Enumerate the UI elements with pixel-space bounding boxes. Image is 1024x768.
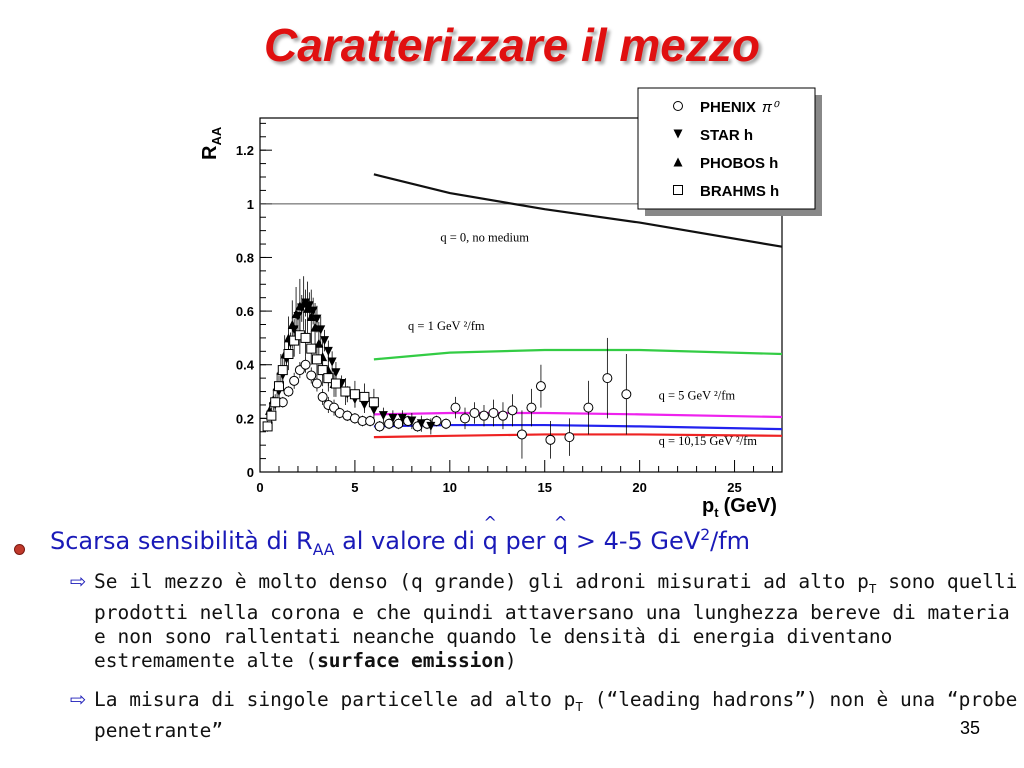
bullet-subscript: AA	[312, 540, 335, 559]
data-point	[527, 403, 536, 412]
x-tick-label: 25	[727, 480, 742, 495]
data-point	[546, 435, 555, 444]
right-arrow-icon: ⇨	[70, 570, 87, 593]
y-axis-label: $R_{AA}$	[199, 126, 224, 160]
data-point	[366, 417, 375, 426]
curve-label: q = 10,15 GeV ²/fm	[658, 434, 758, 449]
sub-bullet-subscript: T	[868, 580, 877, 596]
page-number: 35	[960, 718, 981, 738]
x-axis-label-sub: t	[714, 505, 719, 520]
data-point	[369, 398, 378, 407]
q-hat-symbol: ^ q	[553, 527, 568, 555]
y-axis-label-sub: AA	[209, 126, 224, 146]
data-point	[603, 374, 612, 383]
legend-entry: PHOBOS h	[700, 155, 779, 172]
surface-emission-text: surface emission	[317, 648, 505, 672]
x-tick-label: 0	[256, 480, 264, 495]
bullet-text: > 4-5 GeV	[568, 527, 701, 555]
data-point	[318, 392, 327, 401]
data-point	[341, 387, 350, 396]
y-tick-label: 0	[246, 465, 254, 480]
data-point	[307, 371, 316, 380]
data-point	[307, 344, 316, 353]
data-point	[508, 406, 517, 415]
sub-bullet-text: Se il mezzo è molto denso (q grande) gli adroni misurati ad alto p	[94, 570, 869, 593]
data-point	[375, 422, 384, 431]
legend-entry: STAR h	[700, 127, 754, 144]
data-point	[301, 333, 310, 342]
data-point	[284, 350, 293, 359]
data-point	[479, 411, 488, 420]
data-point	[312, 355, 321, 364]
data-point	[290, 376, 299, 385]
data-point	[517, 430, 526, 439]
curve-label: q = 1 GeV ²/fm	[408, 318, 485, 333]
data-point	[263, 422, 272, 431]
data-point	[274, 382, 283, 391]
y-tick-label: 0.2	[235, 411, 254, 427]
x-tick-label: 10	[442, 480, 458, 495]
data-point	[284, 387, 293, 396]
data-point	[622, 390, 631, 399]
data-point	[350, 390, 359, 399]
right-arrow-icon: ⇨	[70, 688, 87, 711]
legend-entry-suffix: π⁰	[761, 99, 778, 116]
q-hat-symbol: ^ q	[483, 527, 498, 555]
x-tick-label: 20	[632, 480, 647, 495]
y-tick-label: 1.2	[235, 143, 254, 159]
y-tick-label: 1	[246, 196, 254, 212]
curve-label: q = 0, no medium	[440, 230, 529, 245]
x-axis-label: $p_t$ (GeV)	[702, 495, 777, 520]
slide-title: Caratterizzare il mezzo	[264, 19, 760, 71]
bullet-text: Scarsa sensibilità di R	[50, 527, 313, 555]
legend-entry: BRAHMS h	[700, 183, 780, 200]
y-tick-label: 0.6	[235, 304, 254, 320]
x-axis-label-unit: (GeV)	[723, 495, 777, 517]
data-point	[470, 409, 479, 418]
data-point	[267, 411, 276, 420]
data-point	[271, 398, 280, 407]
y-tick-label: 0.4	[235, 357, 254, 373]
sub-bullet-text: sono quelli prodotti nella corona e che quindi attaversano una lunghezza bereve di materia e non sono rallentati neanche quando le densità di energia diventano estremamente alte (	[94, 570, 1018, 672]
bullet-superscript: 2	[700, 526, 711, 544]
data-point	[674, 102, 683, 111]
sub-bullet-text: La misura di singole particelle ad alto p	[94, 688, 576, 711]
data-point	[489, 409, 498, 418]
data-point	[360, 392, 369, 401]
legend-entry: PHENIX π⁰	[700, 99, 778, 116]
data-point	[536, 382, 545, 391]
bullet-dot-icon	[14, 544, 25, 555]
bullet-text: /fm	[710, 527, 751, 555]
data-point	[498, 411, 507, 420]
legend	[638, 88, 822, 216]
bullet-text: per	[497, 527, 553, 555]
data-point	[461, 414, 470, 423]
x-tick-label: 15	[537, 480, 552, 495]
x-tick-label: 5	[351, 480, 359, 495]
data-point	[674, 186, 683, 195]
data-point	[584, 403, 593, 412]
data-point	[565, 433, 574, 442]
sub-bullet-subscript: T	[575, 698, 583, 714]
y-tick-label: 0.8	[235, 250, 254, 266]
data-point	[301, 360, 310, 369]
data-point	[331, 379, 340, 388]
bullet-text: al valore di	[334, 527, 483, 555]
sub-bullet-text: )	[504, 648, 517, 672]
data-point	[312, 379, 321, 388]
data-point	[278, 366, 287, 375]
data-point	[442, 419, 451, 428]
curve-label: q = 5 GeV ²/fm	[658, 388, 736, 403]
main-bullet	[50, 526, 750, 559]
data-point	[451, 403, 460, 412]
sub-bullet-text: (“leading hadrons”) non è una “probe penetrante”	[94, 688, 1018, 742]
